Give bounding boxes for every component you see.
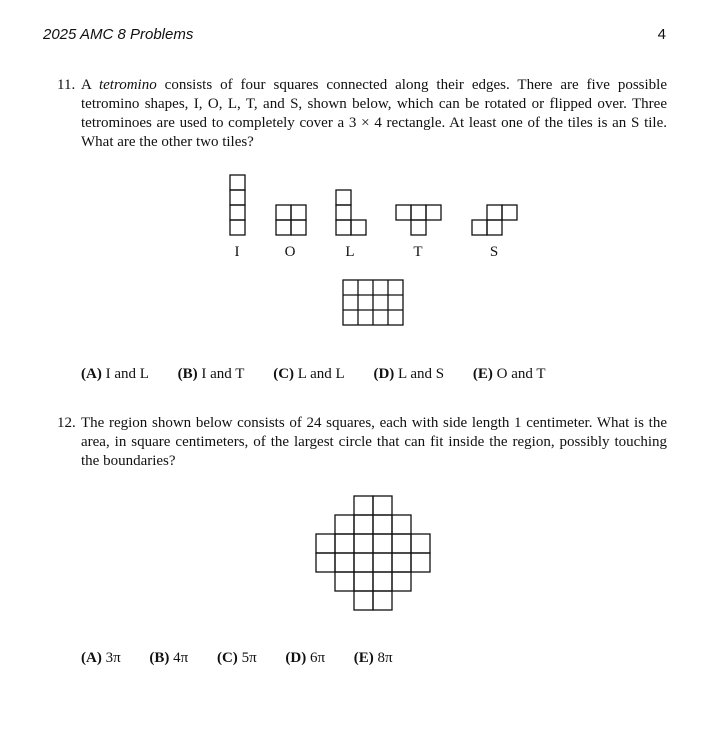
rectangle-3x4-grid <box>343 280 403 325</box>
answer-choice-d <box>373 366 444 383</box>
choice-letter: (A) <box>81 650 102 666</box>
problem-12-answer-choices <box>81 650 418 667</box>
choice-letter: (E) <box>472 366 493 382</box>
label-l: L <box>345 244 355 260</box>
choice-text: 3π <box>101 650 121 666</box>
page-number: 4 <box>657 26 666 43</box>
choice-letter: (A) <box>81 366 102 382</box>
choice-text: L and L <box>294 366 345 382</box>
choice-letter: (C) <box>273 366 295 382</box>
label-s: S <box>489 244 499 260</box>
tetromino-o <box>276 205 306 235</box>
tetromino-l <box>336 190 366 235</box>
choice-letter: (E) <box>353 650 374 666</box>
answer-choice-c <box>273 366 345 383</box>
label-i: I <box>234 244 240 260</box>
choice-letter: (B) <box>177 366 198 382</box>
answer-choice-e <box>473 366 546 383</box>
problem-12 <box>57 414 667 471</box>
tetromino-t <box>396 205 441 235</box>
tetromino-i <box>230 175 245 235</box>
problem-11-answer-choices <box>81 366 571 383</box>
tetromino-s <box>472 205 517 235</box>
answer-choice-b <box>178 366 245 383</box>
page-header-title: 2025 AMC 8 Problems <box>43 26 194 43</box>
problem-number: 12. <box>57 415 76 431</box>
tetromino-shapes-figure <box>230 175 517 260</box>
region-24-squares <box>316 496 430 610</box>
choice-text: 6π <box>306 650 326 666</box>
choice-text: O and T <box>492 366 546 382</box>
choice-text: 4π <box>169 650 189 666</box>
choice-text: 5π <box>237 650 257 666</box>
choice-text: I and L <box>101 366 149 382</box>
choice-text: 8π <box>373 650 393 666</box>
label-o: O <box>284 244 296 260</box>
answer-choice-a <box>81 650 121 667</box>
choice-text: L and S <box>394 366 445 382</box>
choice-letter: (D) <box>373 366 395 382</box>
choice-letter: (C) <box>216 650 238 666</box>
answer-choice-b <box>149 650 188 667</box>
problem-text-rest: consists of four squares connected along their edges. There are five possible tetromino shapes, I, O, L, T, and S, shown below, which can be rotated or flipped over. Three tetrominoes are used to completely cover a 3 × 4 rectangle. At least one of the tiles is an S tile. What are the other two tiles? <box>81 77 667 150</box>
term-tetromino: tetromino <box>98 77 157 93</box>
answer-choice-a <box>81 366 149 383</box>
problem-text-start: A <box>81 77 99 93</box>
answer-choice-d <box>285 650 325 667</box>
choice-text: I and T <box>197 366 245 382</box>
problem-text: The region shown below consists of 24 squares, each with side length 1 centimeter. What is the area, in square centimeters, of the largest circle that can fit inside the region, possibly touching the boundaries? <box>81 415 667 469</box>
problem-number: 11. <box>57 77 76 93</box>
answer-choice-c <box>217 650 257 667</box>
label-t: T <box>413 244 423 260</box>
choice-letter: (B) <box>149 650 170 666</box>
answer-choice-e <box>354 650 393 667</box>
choice-letter: (D) <box>285 650 307 666</box>
